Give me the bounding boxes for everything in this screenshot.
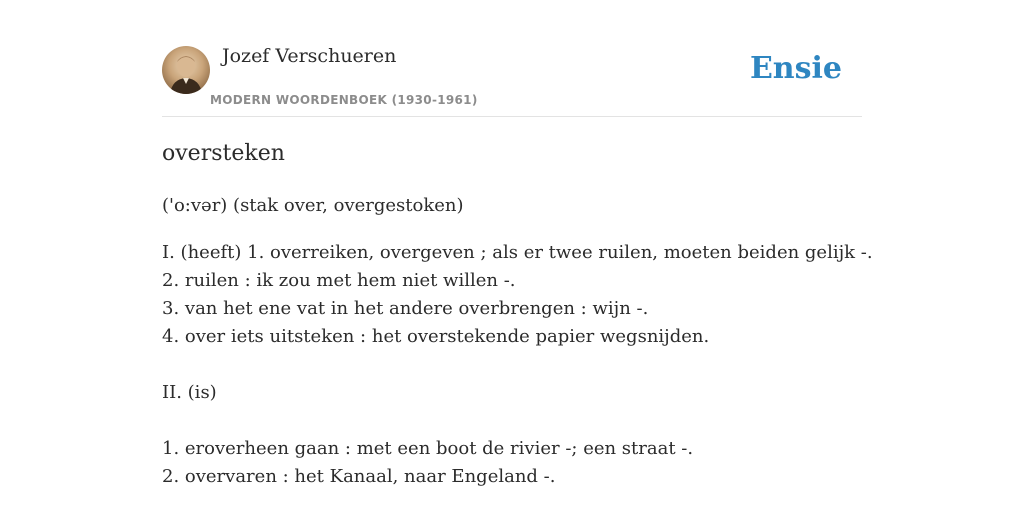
definition-line: 2. ruilen : ik zou met hem niet willen -. xyxy=(162,270,516,291)
definition-line: 2. overvaren : het Kanaal, naar Engeland -. xyxy=(162,466,556,487)
pronunciation: ('o:vər) (stak over, overgestoken) xyxy=(162,195,464,216)
entry-card xyxy=(162,0,873,512)
blank-line xyxy=(162,407,873,435)
blank-line xyxy=(162,351,873,379)
portrait-icon xyxy=(162,46,210,94)
definition-line: 3. van het ene vat in het andere overbrengen : wijn -. xyxy=(162,298,649,319)
definition xyxy=(162,239,873,491)
header xyxy=(162,0,862,117)
brand-logo[interactable]: Ensie xyxy=(749,51,842,86)
definition-line: 1. eroverheen gaan : met een boot de rivier -; een straat -. xyxy=(162,438,694,459)
definition-line: II. (is) xyxy=(162,382,217,403)
author-name[interactable]: Jozef Verschueren xyxy=(222,45,397,67)
definition-line: I. (heeft) 1. overreiken, overgeven ; als er twee ruilen, moeten beiden gelijk -. xyxy=(162,242,873,263)
source-label[interactable]: MODERN WOORDENBOEK (1930-1961) xyxy=(210,93,478,107)
headword: oversteken xyxy=(162,141,285,166)
definition-line: 4. over iets uitsteken : het overstekende papier wegsnijden. xyxy=(162,326,710,347)
author-avatar[interactable] xyxy=(162,46,210,94)
